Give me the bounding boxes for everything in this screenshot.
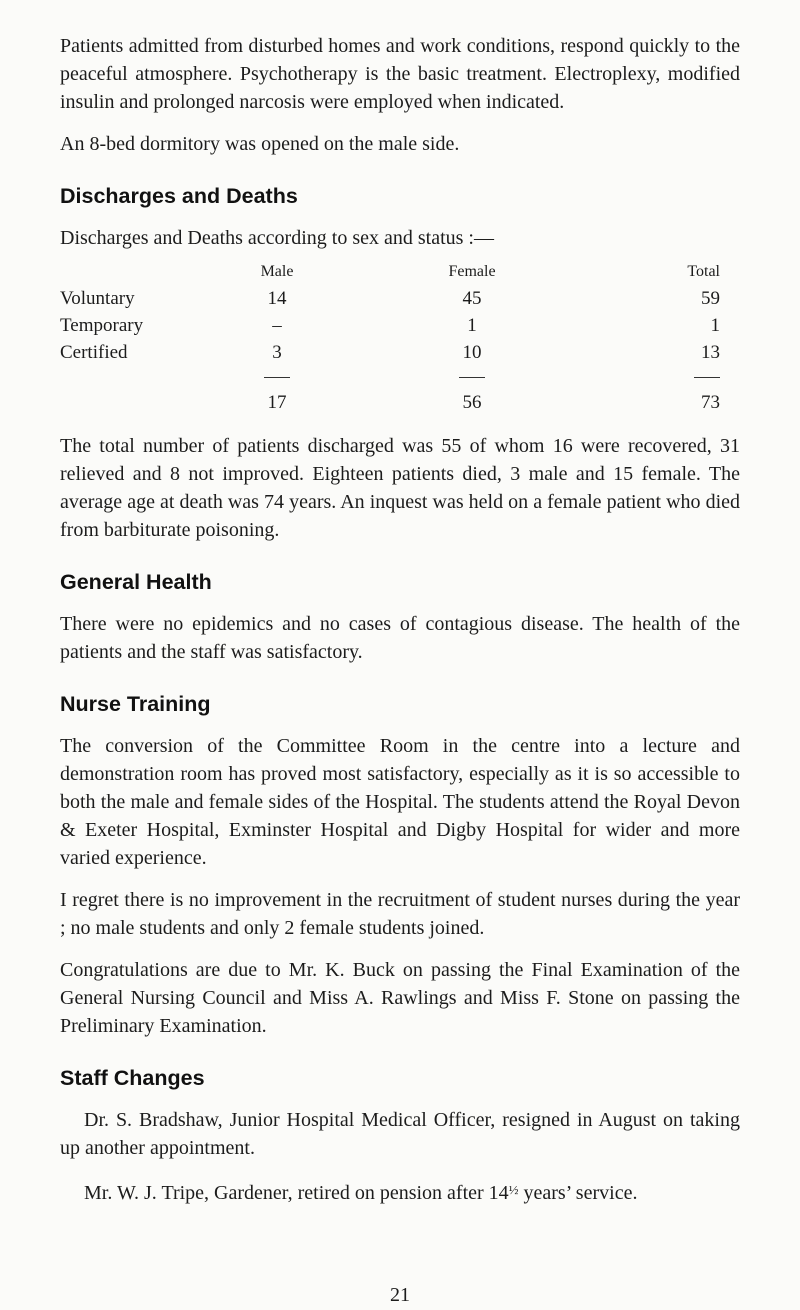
table-row [60,312,720,339]
document-page [60,32,740,1207]
general-health-heading: General Health [60,570,212,594]
rule-dash [264,377,290,378]
row-label: Temporary [60,314,144,336]
total-all: 73 [701,392,720,413]
table-header-row [60,258,720,285]
cell-total: 59 [701,287,720,309]
page-number: 21 [390,1284,410,1306]
nurse-training-paragraph-2: I regret there is no improvement in the recruitment of student nurses during the year ; no male students and only 2 female students joined. [60,889,740,939]
discharges-intro: Discharges and Deaths according to sex and status :— [60,227,494,249]
total-female: 56 [462,392,482,413]
total-rule-row [60,366,720,388]
totals-row [60,388,720,418]
staff-changes-paragraph-2 [60,1176,740,1207]
col-female: Female [448,262,496,280]
dormitory-paragraph: An 8-bed dormitory was opened on the male side. [60,133,460,155]
discharges-heading: Discharges and Deaths [60,184,298,208]
staff-text-before: Mr. W. J. Tripe, Gardener, retired on pension after 14 [84,1182,509,1204]
cell-male: – [272,314,282,336]
discharges-table [60,258,720,418]
col-male: Male [260,262,294,280]
cell-female: 45 [462,287,482,309]
cell-male: 14 [267,287,287,309]
discharges-summary: The total number of patients discharged was 55 of whom 16 were recovered, 31 relieved and 8 not improved. Eighteen patients died, 3 male and 15 female. The average age at death was 74 years. An inquest was held on a female patient who died from barbiturate poisoning. [60,435,740,541]
cell-female: 10 [462,341,482,363]
nurse-training-heading: Nurse Training [60,692,211,716]
intro-paragraph: Patients admitted from disturbed homes and work conditions, respond quickly to the peaceful atmosphere. Psychotherapy is the basic treatment. Electroplexy, modified insulin and prolonged narcosis were employed when indicated. [60,35,740,113]
rule-dash [694,377,720,378]
staff-text-after: years’ service. [518,1182,638,1204]
table-row [60,339,720,366]
rule-dash [459,377,485,378]
row-label: Certified [60,341,128,363]
staff-changes-paragraph-1: Dr. S. Bradshaw, Junior Hospital Medical Officer, resigned in August on taking up another appointment. [60,1109,740,1159]
col-total: Total [687,262,720,280]
general-health-paragraph: There were no epidemics and no cases of contagious disease. The health of the patients and the staff was satisfactory. [60,613,740,663]
row-label: Voluntary [60,287,135,309]
nurse-training-paragraph-1: The conversion of the Committee Room in the centre into a lecture and demonstration room has proved most satisfactory, especially as it is so accessible to both the male and female sides of the Hospital. The students attend the Royal Devon & Exeter Hospital, Exminster Hospital and Digby Hospital for wider and more varied experience. [60,735,740,869]
table-row [60,285,720,312]
cell-female: 1 [467,314,477,336]
cell-male: 3 [272,341,282,363]
total-male: 17 [267,392,287,413]
fraction-half: ½ [508,1182,519,1197]
nurse-training-paragraph-3: Congratulations are due to Mr. K. Buck on passing the Final Examination of the General Nursing Council and Miss A. Rawlings and Miss F. Stone on passing the Preliminary Examination. [60,959,740,1037]
staff-changes-heading: Staff Changes [60,1066,205,1090]
cell-total: 1 [710,314,720,336]
cell-total: 13 [701,341,720,363]
